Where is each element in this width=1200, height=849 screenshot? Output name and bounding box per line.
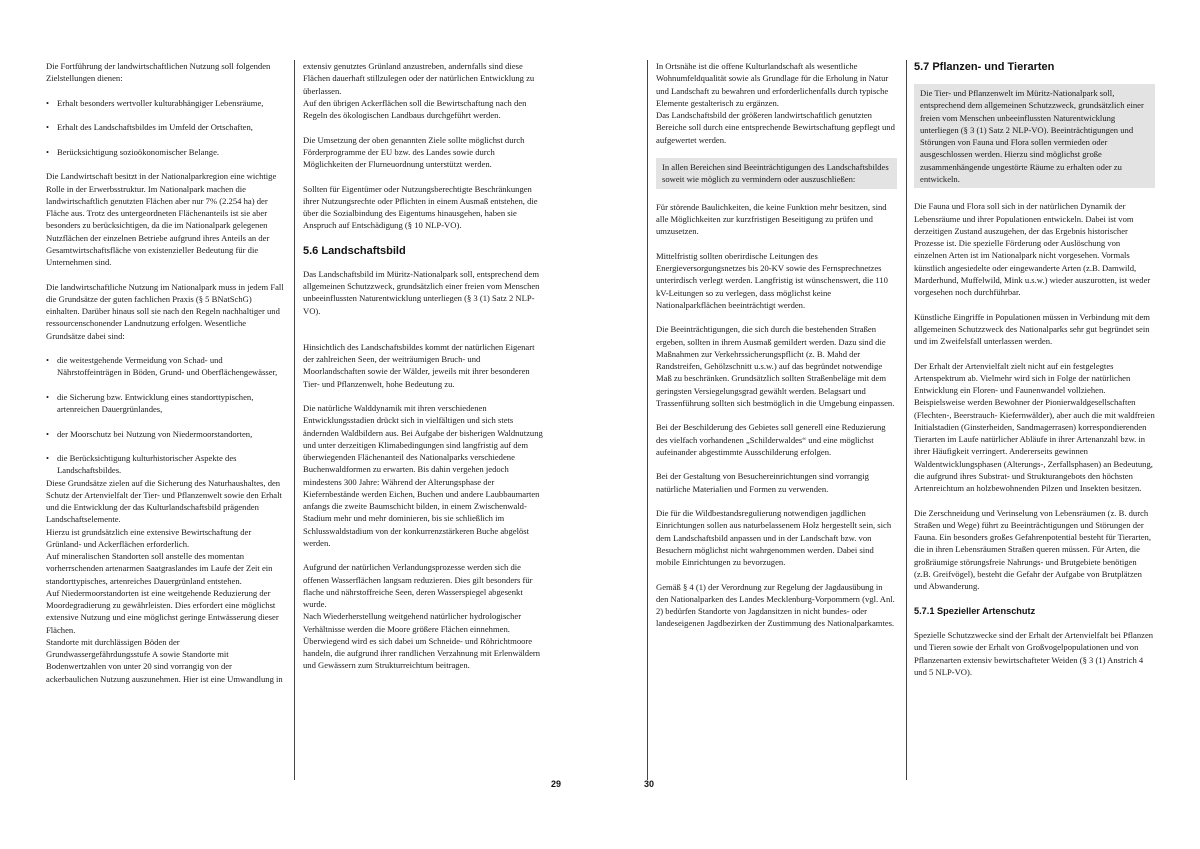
paragraph: Nach Wiederherstellung weitgehend natürlicher hydrologischer Verhältnisse werden die Moore größere Flächen einnehmen. Überwiegend wird es sich dabei um Schneide- und Röhrichtmoore handeln, die aufgrund ihrer randlichen Verzahnung mit Erlenwäldern und Gewässern zum Strukturreichtum beitragen. [303,611,541,671]
list-item-text: Erhalt besonders wertvoller kulturabhängiger Lebensräume, [57,97,264,108]
paragraph: Für störende Baulichkeiten, die keine Funktion mehr besitzen, sind alle Möglichkeiten zur kurzfristigen Beseitigung zu prüfen und umzusetzen. [656,201,887,237]
subsection-heading: 5.7.1 Spezieller Artenschutz [914,605,1036,616]
paragraph: Die Fauna und Flora soll sich in der natürlichen Dynamik der Lebensräume und ihrer Populationen entwickeln. Dabei ist vom derzeitigen Zustand auszugehen, der das Ergebnis historischer Prozesse ist. Die spezielle Förderung oder Auslöschung von einzelnen Arten ist im Nationalpark nicht vorgesehen. Vormals künstlich angesiedelte oder eingewanderte Arten (z.B. Damwild, Marderhund, Muffelwild, Mink u.s.w.) wieder auszurotten, ist weder vorgesehen noch durchführbar. [914,201,1151,297]
page-number-right: 30 [644,779,655,789]
paragraph: Die Landwirtschaft besitzt in der Nationalparkregion eine wichtige Rolle in der Erwerbsstruktur. Im Nationalpark machen die landwirtschaftlich genutzten Flächen aber nur 7% (2.254 ha) der Fläche aus. Trotz des untergeordneten Flächenanteils ist sie aber besonders zu berücksichtigen, da die im Nationalpark gelegenen Nutzflächen der einzelnen Betriebe aufgrund ihres Anteils an der Gesamtwirtschaftsfläche von existenzieller Bedeutung für die Unternehmen sind. [46,171,277,267]
page30-column-1 [656,60,897,642]
list-item: • der Moorschutz bei Nutzung von Niedermoorstandorten, [46,428,253,439]
paragraph: extensiv genutztes Grünland anzustreben, andernfalls sind diese Flächen dauerhaft stillzulegen oder der natürlichen Entwicklung zu überlassen. [303,61,535,96]
paragraph: Die Fortführung der landwirtschaftlichen Nutzung soll folgenden Zielstellungen dienen: [46,61,271,84]
highlight-box: In allen Bereichen sind Beeinträchtigungen des Landschaftsbildes soweit wie möglich zu vermindern oder auszuschließen: [656,158,897,189]
paragraph: Diese Grundsätze zielen auf die Sicherung des Naturhaushaltes, den Schutz der Artenvielfalt der Tier- und Pflanzenwelt sowie den Erhalt und die Entwicklung der das Kulturlandschaftsbild prägenden Landschaftselemente. [46,477,282,525]
list-item-text: die weitestgehende Vermeidung von Schad- und Nährstoffeinträgen in Böden, Grund- und Oberflächengewässer, [57,355,278,378]
list-item-text: der Moorschutz bei Nutzung von Niedermoorstandorten, [57,428,253,439]
list-item: • die Berücksichtigung kulturhistorischer Aspekte des Landschaftsbildes. [46,453,237,476]
list-item-text: Berücksichtigung sozioökonomischer Belange. [57,146,220,157]
paragraph: Gemäß § 4 (1) der Verordnung zur Regelung der Jagdausübung in den Nationalparken des Landes Mecklenburg-Vorpommern (vgl. Anl. 2) bedürfen Standorte von Jagdansitzen in nicht bundes- oder landeseigenen Jagdbezirken der Zustimmung des Nationalparkamtes. [656,581,895,629]
paragraph: In Ortsnähe ist die offene Kulturlandschaft als wesentliche Wohnumfeldqualität sowie als Grundlage für die Erholung in Natur und Landschaft zu bewahren und erforderlichenfalls durch typische Elemente gestalterisch zu ergänzen. [656,61,889,108]
paragraph: Der Erhalt der Artenvielfalt zielt nicht auf ein festgelegtes Artenspektrum ab. Vielmehr wird sich in Folge der natürlichen Entwicklung ein Floren- und Faunenwandel vollziehen. Beispielsweise werden Bewohner der Pionierwaldgesellschaften (Flechten-, Beerstrauch- Kiefernwälder), aber auch die mit waldfreien Initialstadien (Ginsterheiden, Sandmagerrasen) korrespondierenden Tierarten im Laufe natürlicher Abläufe in ihrer Artenanzahl bzw. in ihrer Häufigkeit verringert. Andererseits gewinnen Waldentwicklungsphasen (Alterungs-, Zerfallsphasen) an Bedeutung, die aufgrund ihres Substrat- und Strukturangebots den höchsten Artenreichtum an holzbewohnenden Pilzen und Insekten besitzen. [914,360,1155,493]
column-rule-right-page-start [647,60,648,780]
paragraph: Spezielle Schutzzwecke sind der Erhalt der Artenvielfalt bei Pflanzen und Tieren sowie der Erhalt von Großvogelpopulationen und von Pflanzenarten extensiv bewirtschafteter Weiden (§ 3 (1) Anstrich 4 und 5 NLP-VO). [914,630,1154,677]
page-number-left: 29 [551,779,562,789]
paragraph: Die landwirtschaftliche Nutzung im Nationalpark muss in jedem Fall die Grundsätze der guten fachlichen Praxis (§ 5 BNatSchG) einhalten. Darüber hinaus soll sie nach den Regeln nachhaltiger und ressourcenschonender Landnutzung erfolgen. Wesentliche Grundsätze dabei sind: [46,281,284,341]
paragraph: Die Beeinträchtigungen, die sich durch die bestehenden Straßen ergeben, sollten in ihrem Ausmaß gemildert werden. Dazu sind die Maßnahmen zur Verkehrssicherungspflicht (z. B. Mahd der Randstreifen, Gehölzschnitt u.s.w.) auf das begründet notwendige Maß zu beschränken. Grundsätzlich sollten Straßenbeläge mit dem geringsten Versiegelungsgrad gewählt werden. Belagsart und Trassenführung sollten sich bestmöglich in die Umgebung einpassen. [656,324,895,408]
paragraph: Hinsichtlich des Landschaftsbildes kommt der natürlichen Eigenart der zahlreichen Seen, der weiträumigen Bruch- und Moorlandschaften sowie der Wälder, jeweils mit ihrer besonderen Tier- und Pflanzenwelt, hohe Bedeutung zu. [303,341,535,389]
page30-column-2 [914,60,1155,690]
paragraph: Bei der Gestaltung von Besuchereinrichtungen sind vorrangig natürliche Materialien und Formen zu verwenden. [656,471,869,494]
paragraph: Bei der Beschilderung des Gebietes soll generell eine Reduzierung des vielfach vorhandenen „Schilderwaldes“ und eine möglichst aufeinander abgestimmte Ausschilderung erfolgen. [656,422,886,457]
paragraph: Auf Niedermoorstandorten ist eine weitgehende Reduzierung der Moordegradierung zu gewährleisten. Dies erfordert eine möglichst extensive Nutzung und eine möglichst geringe Entwässerung dieser Flächen. [46,587,279,635]
paragraph: Künstliche Eingriffe in Populationen müssen in Verbindung mit dem allgemeinen Schutzzweck des Nationalparks sehr gut begründet sein und im Zweifelsfall unterlassen werden. [914,311,1150,346]
section-heading: 5.6 Landschaftsbild [303,244,406,257]
list-item: • die weitestgehende Vermeidung von Schad- und Nährstoffeinträgen in Böden, Grund- und Oberflächengewässer, [46,355,278,378]
paragraph: Das Landschaftsbild der größeren landwirtschaftlich genutzten Bereiche soll durch eine entsprechende Bewirtschaftung gepflegt und aufgewertet werden. [656,110,895,145]
page29-column-2 [303,60,544,672]
paragraph: Die Umsetzung der oben genannten Ziele sollte möglichst durch Förderprogramme der EU bzw. des Landes sowie durch Möglichkeiten der Flurneuordnung unterstützt werden. [303,134,525,169]
paragraph: Die natürliche Walddynamik mit ihren verschiedenen Entwicklungsstadien drückt sich in vielfältigen und sich stets ändernden Waldbildern aus. Bei Aufgabe der bisherigen Waldnutzung und unter derzeitigen Klimabedingungen sind langfristig auf dem überwiegenden Flächenanteil des Nationalparks verschiedene Buchenwaldformen zu erwarten. Bis dahin vergehen jedoch mindestens 300 Jahre: Während der Alterungsphase der Kiefernbestände werden Eichen, Buchen und andere Laubbaumarten anfangs die zweite Baumschicht bilden, in einem Zwischenwald-Stadium mehr und mehr dominieren, bis sie schließlich im Schlusswaldstadium von der konkurrenzstärkeren Buche abgelöst werden. [303,403,543,548]
section-heading: 5.7 Pflanzen- und Tierarten [914,61,1055,73]
list-item-text: die Berücksichtigung kulturhistorischer Aspekte des Landschaftsbildes. [57,453,237,476]
list-item-text: Erhalt des Landschaftsbildes im Umfeld der Ortschaften, [57,122,253,133]
paragraph: Mittelfristig sollten oberirdische Leitungen des Energieversorgungsnetzes bis 20-KV sowie des Fernsprechnetzes unterirdisch verlegt werden. Langfristig ist wünschenswert, die 110 kV-Leitungen so zu verlegen, dass möglichst keine Nationalparkflächen beeinträchtigt werden. [656,250,888,310]
paragraph: Das Landschaftsbild im Müritz-Nationalpark soll, entsprechend dem allgemeinen Schutzzweck, grundsätzlich einer freien vom Menschen unbeeinflussten Naturentwicklung unterliegen (§ 3 (1) Satz 2 NLP-VO). [303,268,540,316]
paragraph: Auf den übrigen Ackerflächen soll die Bewirtschaftung nach den Regeln des ökologischen Landbaus durchgeführt werden. [303,97,527,120]
paragraph: Sollten für Eigentümer oder Nutzungsberechtigte Beschränkungen ihrer Nutzungsrechte oder Pflichten in einem Ausmaß entstehen, die über die Sozialbindung des Eigentums hinausgehen, haben sie Anspruch auf Entschädigung (§ 10 NLP-VO). [303,183,538,231]
column-rule-left-page [294,60,295,780]
paragraph: Auf mineralischen Standorten soll anstelle des momentan vorherrschenden artenarmen Saatgraslandes im Laufe der Zeit ein standorttypisches, artenreiches Dauergrünland entstehen. [46,551,273,586]
column-rule-right-page [906,60,907,780]
paragraph: Die Zerschneidung und Verinselung von Lebensräumen (z. B. durch Straßen und Wege) führt zu Beeinträchtigungen und Störungen der Fauna. Ein besonders großes Gefahrenpotential besteht für Tierarten, die in ihren Lebensräumen Straßen queren müssen. Für Arten, die großräumige störungsfreie Nahrungs- und Brutgebiete benötigen (z.B. Greifvögel), besteht die Gefahr der Aufgabe von Brutplätzen und Abwanderung. [914,507,1151,591]
list-item: • Erhalt des Landschaftsbildes im Umfeld der Ortschaften, [46,122,253,133]
list-item: • Erhalt besonders wertvoller kulturabhängiger Lebensräume, [46,97,264,108]
paragraph: Die für die Wildbestandsregulierung notwendigen jagdlichen Einrichtungen sollen aus naturbelassenem Holz hergestellt sein, sich dem Landschaftsbild anpassen und in der Landschaft bzw. von Besuchern möglichst nicht wahrgenommen werden. Dabei sind mobile Einrichtungen zu bevorzugen. [656,508,892,567]
paragraph: Standorte mit durchlässigen Böden der Grundwassergefährdungsstufe A sowie Standorte mit Bodenwertzahlen von unter 20 sind vorrangig von der ackerbaulichen Nutzung auszunehmen. Hier ist eine Umwandlung in [46,636,283,684]
page29-column-1 [46,60,284,685]
list-item-text: die Sicherung bzw. Entwicklung eines standorttypischen, artenreichen Dauergrünlandes, [57,391,254,414]
highlight-box: Die Tier- und Pflanzenwelt im Müritz-Nationalpark soll, entsprechend dem allgemeinen Schutzzweck, grundsätzlich einer freien vom Menschen unbeeinflussten Naturentwicklung unterliegen (§ 3 (1) Satz 2 NLP-VO). Beeinträchtigungen und Störungen von Fauna und Flora sollen vermieden oder ausgeschlossen werden. Hierzu sind möglichst große zusammenhängende ungestörte Räume zu erhalten oder zu entwickeln. [914,84,1155,188]
paragraph: Hierzu ist grundsätzlich eine extensive Bewirtschaftung der Grünland- und Ackerflächen erforderlich. [46,526,252,549]
list-item: • die Sicherung bzw. Entwicklung eines standorttypischen, artenreichen Dauergrünlandes, [46,391,254,414]
paragraph: Aufgrund der natürlichen Verlandungsprozesse werden sich die offenen Wasserflächen langsam reduzieren. Dies gilt besonders für flache und nährstoffreiche Seen, deren Wasserspiegel abgesenkt wurde. [303,562,533,609]
list-item: • Berücksichtigung sozioökonomischer Belange. [46,146,220,157]
